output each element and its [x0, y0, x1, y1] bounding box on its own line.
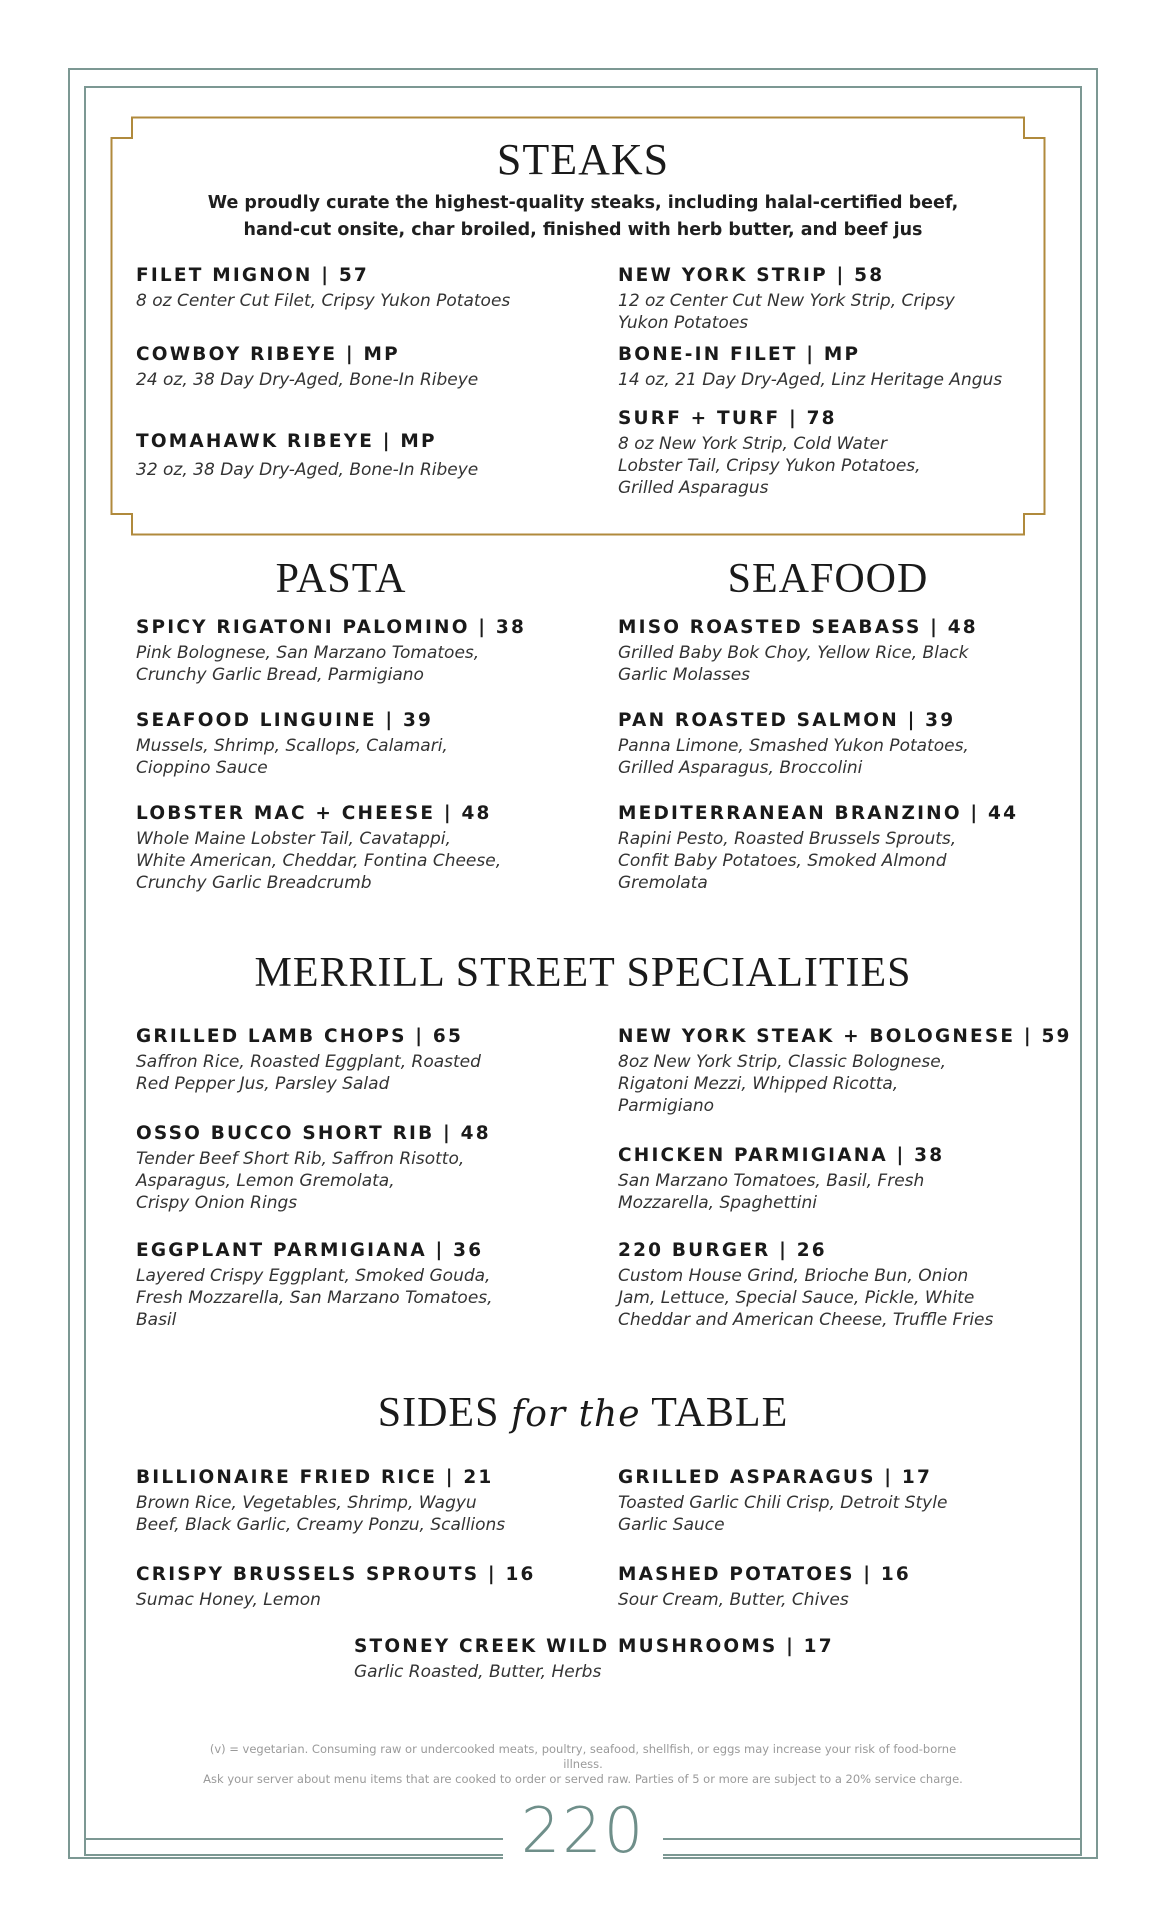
- disclaimer-line1: (v) = vegetarian. Consuming raw or undercooked meats, poultry, seafood, shellfish, or eggs may increase your risk of food-borne illness.: [209, 1742, 957, 1771]
- menu-item: [136, 616, 576, 686]
- item-description: Mussels, Shrimp, Scallops, Calamari, Cioppino Sauce: [136, 736, 448, 778]
- sides-title: [0, 1392, 1166, 1434]
- item-name: CHICKEN PARMIGIANA | 38: [618, 1145, 945, 1166]
- menu-item: [136, 1466, 576, 1536]
- menu-item: [618, 407, 1038, 499]
- item-description: Sumac Honey, Lemon: [136, 1590, 321, 1610]
- steaks-intro: [160, 190, 1006, 244]
- item-name: MASHED POTATOES | 16: [618, 1564, 912, 1585]
- item-description: Rapini Pesto, Roasted Brussels Sprouts, Confit Baby Potatoes, Smoked Almond Gremolata: [618, 829, 957, 893]
- specialities-title: MERRILL STREET SPECIALITIES: [254, 950, 912, 996]
- menu-item: [136, 802, 576, 894]
- item-name: NEW YORK STRIP | 58: [618, 265, 885, 286]
- item-description: Layered Crispy Eggplant, Smoked Gouda, Fresh Mozzarella, San Marzano Tomatoes, Basil: [136, 1266, 493, 1330]
- item-description: 32 oz, 38 Day Dry-Aged, Bone-In Ribeye: [136, 460, 479, 480]
- menu-item: [136, 1563, 576, 1611]
- item-description: Sour Cream, Butter, Chives: [618, 1590, 849, 1610]
- item-name: PAN ROASTED SALMON | 39: [618, 710, 956, 731]
- item-description: Tender Beef Short Rib, Saffron Risotto, Asparagus, Lemon Gremolata, Crispy Onion Rings: [136, 1149, 465, 1213]
- item-description: Whole Maine Lobster Tail, Cavatappi, White American, Cheddar, Fontina Cheese, Crunchy Garlic Breadcrumb: [136, 829, 502, 893]
- menu-item: [136, 343, 576, 391]
- footer-number: 220: [503, 1800, 663, 1862]
- item-description: Panna Limone, Smashed Yukon Potatoes, Grilled Asparagus, Broccolini: [618, 736, 969, 778]
- item-name: GRILLED ASPARAGUS | 17: [618, 1467, 933, 1488]
- item-name: FILET MIGNON | 57: [136, 265, 369, 286]
- item-name: MEDITERRANEAN BRANZINO | 44: [618, 803, 1019, 824]
- item-name: GRILLED LAMB CHOPS | 65: [136, 1026, 464, 1047]
- item-name: TOMAHAWK RIBEYE | MP: [136, 431, 437, 452]
- seafood-title: SEAFOOD: [727, 556, 929, 602]
- item-name: COWBOY RIBEYE | MP: [136, 344, 400, 365]
- sides-title-pre: SIDES: [377, 1390, 500, 1436]
- item-name: EGGPLANT PARMIGIANA | 36: [136, 1240, 484, 1261]
- menu-item: [618, 343, 1038, 391]
- item-name: OSSO BUCCO SHORT RIB | 48: [136, 1123, 491, 1144]
- item-name: SURF + TURF | 78: [618, 408, 837, 429]
- item-name: BONE-IN FILET | MP: [618, 344, 861, 365]
- steaks-title: STEAKS: [496, 135, 670, 184]
- item-description: 24 oz, 38 Day Dry-Aged, Bone-In Ribeye: [136, 370, 479, 390]
- menu-item: [136, 264, 576, 312]
- item-description: Brown Rice, Vegetables, Shrimp, Wagyu Beef, Black Garlic, Creamy Ponzu, Scallions: [136, 1493, 506, 1535]
- menu-item: [618, 616, 1038, 686]
- menu-item: [618, 1466, 1038, 1536]
- disclaimer: [200, 1742, 966, 1787]
- item-name: NEW YORK STEAK + BOLOGNESE | 59: [618, 1026, 1072, 1047]
- item-description: Pink Bolognese, San Marzano Tomatoes, Crunchy Garlic Bread, Parmigiano: [136, 643, 480, 685]
- item-name: LOBSTER MAC + CHEESE | 48: [136, 803, 492, 824]
- item-description: 8 oz New York Strip, Cold Water Lobster Tail, Cripsy Yukon Potatoes, Grilled Asparagus: [618, 434, 921, 498]
- menu-item: [618, 1239, 1038, 1331]
- menu-item: [618, 1025, 1072, 1117]
- pasta-title: PASTA: [275, 556, 407, 602]
- menu-item: [136, 430, 576, 481]
- sides-title-script: for the: [510, 1394, 641, 1435]
- item-description: Grilled Baby Bok Choy, Yellow Rice, Black Garlic Molasses: [618, 643, 969, 685]
- menu-item: [354, 1635, 874, 1683]
- steaks-intro-line1: We proudly curate the highest-quality steaks, including halal-certified beef,: [207, 193, 959, 213]
- menu-item: [618, 709, 1038, 779]
- item-name: CRISPY BRUSSELS SPROUTS | 16: [136, 1564, 536, 1585]
- menu-item: [136, 1239, 576, 1331]
- item-description: 8 oz Center Cut Filet, Cripsy Yukon Potatoes: [136, 291, 511, 311]
- item-description: Garlic Roasted, Butter, Herbs: [354, 1662, 602, 1682]
- item-name: SEAFOOD LINGUINE | 39: [136, 710, 434, 731]
- item-name: SPICY RIGATONI PALOMINO | 38: [136, 617, 527, 638]
- item-description: 12 oz Center Cut New York Strip, Cripsy Yukon Potatoes: [618, 291, 955, 333]
- item-description: 8oz New York Strip, Classic Bolognese, Rigatoni Mezzi, Whipped Ricotta, Parmigiano: [618, 1052, 947, 1116]
- item-name: MISO ROASTED SEABASS | 48: [618, 617, 978, 638]
- menu-item: [618, 264, 1038, 334]
- item-name: BILLIONAIRE FRIED RICE | 21: [136, 1467, 494, 1488]
- sides-title-post: TABLE: [651, 1390, 789, 1436]
- item-description: 14 oz, 21 Day Dry-Aged, Linz Heritage Angus: [618, 370, 1003, 390]
- footer-logo: [0, 1794, 1166, 1867]
- menu-item: [136, 1025, 576, 1095]
- item-name: 220 BURGER | 26: [618, 1240, 827, 1261]
- menu-item: [618, 1144, 1038, 1214]
- menu-item: [618, 802, 1038, 894]
- item-description: Custom House Grind, Brioche Bun, Onion Jam, Lettuce, Special Sauce, Pickle, White Cheddar and American Cheese, Truffle Fries: [618, 1266, 994, 1330]
- disclaimer-line2: Ask your server about menu items that are cooked to order or served raw. Parties of 5 or more are subject to a 20% service charge.: [203, 1772, 963, 1786]
- menu-item: [136, 709, 576, 779]
- item-description: Saffron Rice, Roasted Eggplant, Roasted Red Pepper Jus, Parsley Salad: [136, 1052, 481, 1094]
- item-description: Toasted Garlic Chili Crisp, Detroit Style Garlic Sauce: [618, 1493, 948, 1535]
- item-description: San Marzano Tomatoes, Basil, Fresh Mozzarella, Spaghettini: [618, 1171, 925, 1213]
- menu-item: [136, 1122, 576, 1214]
- steaks-intro-line2: hand-cut onsite, char broiled, finished with herb butter, and beef jus: [243, 220, 923, 240]
- menu-item: [618, 1563, 1038, 1611]
- item-name: STONEY CREEK WILD MUSHROOMS | 17: [354, 1636, 834, 1657]
